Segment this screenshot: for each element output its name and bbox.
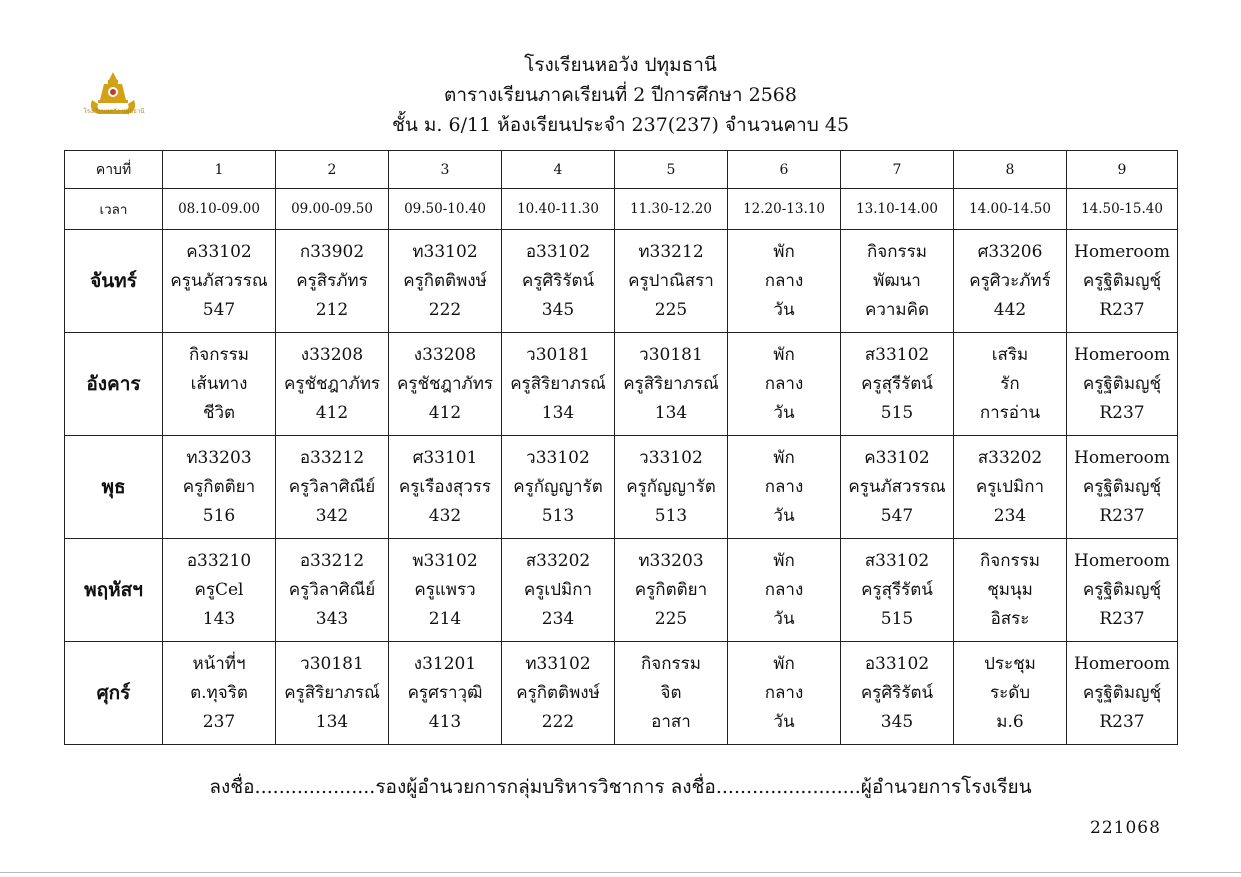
schedule-title: ตารางเรียนภาคเรียนที่ 2 ปีการศึกษา 2568 xyxy=(444,84,797,106)
subject-code: พัก xyxy=(773,344,795,365)
room-number: 222 xyxy=(428,299,462,320)
schedule-cell xyxy=(163,642,276,745)
room-number: 547 xyxy=(880,505,914,526)
teacher-name: จิต xyxy=(660,682,682,703)
subject-code: ประชุม xyxy=(984,653,1036,674)
teacher-name: ชุมนุม xyxy=(987,579,1033,600)
schedule-cell xyxy=(615,642,728,745)
room-number: 212 xyxy=(315,299,349,320)
day-row xyxy=(65,436,1178,539)
subject-code: ศ33206 xyxy=(977,241,1043,262)
subject-code: ศ33101 xyxy=(412,447,478,468)
schedule-cell xyxy=(276,436,389,539)
subject-code: ส33202 xyxy=(977,447,1043,468)
schedule-cell xyxy=(389,436,502,539)
subject-code: ก33902 xyxy=(299,241,365,262)
period-number: 2 xyxy=(276,151,389,189)
teacher-name: ครูกัญญารัต xyxy=(626,476,716,497)
subject-code: Homeroom xyxy=(1074,241,1170,262)
schedule-cell xyxy=(615,230,728,333)
room-number: 412 xyxy=(428,402,462,423)
room-number: อาสา xyxy=(651,711,691,732)
schedule-cell xyxy=(502,333,615,436)
period-time: 14.00-14.50 xyxy=(954,189,1067,230)
schedule-cell xyxy=(389,642,502,745)
schedule-cell xyxy=(954,436,1067,539)
subject-code: กิจกรรม xyxy=(188,344,249,365)
subject-code: ท33102 xyxy=(525,653,591,674)
period-time: 09.50-10.40 xyxy=(389,189,502,230)
teacher-name: ครูสิริยาภรณ์ xyxy=(510,373,606,394)
schedule-cell xyxy=(163,539,276,642)
subject-code: Homeroom xyxy=(1074,447,1170,468)
teacher-name: ครูนภัสวรรณ xyxy=(848,476,946,497)
schedule-cell xyxy=(615,436,728,539)
subject-code: ส33102 xyxy=(864,550,930,571)
room-number: 345 xyxy=(541,299,575,320)
teacher-name: ครูสิรภัทร xyxy=(296,270,368,291)
room-number: การอ่าน xyxy=(979,402,1041,423)
subject-code: ง33208 xyxy=(413,344,477,365)
subject-code: ท33203 xyxy=(638,550,704,571)
period-number: 3 xyxy=(389,151,502,189)
room-number: R237 xyxy=(1099,608,1145,629)
schedule-cell xyxy=(276,333,389,436)
subject-code: พ33102 xyxy=(412,550,478,571)
schedule-cell xyxy=(1067,230,1178,333)
teacher-name: เส้นทาง xyxy=(190,373,248,394)
schedule-cell xyxy=(728,230,841,333)
subject-code: ง31201 xyxy=(413,653,477,674)
subject-code: อ33212 xyxy=(299,550,365,571)
teacher-name: กลาง xyxy=(764,682,804,703)
period-time: 12.20-13.10 xyxy=(728,189,841,230)
teacher-name: ครูวิลาศิณีย์ xyxy=(288,579,376,600)
schedule-cell xyxy=(841,436,954,539)
logo-caption: โรงเรียนหอวัง ปทุมธานี xyxy=(83,108,145,115)
subject-code: พัก xyxy=(773,241,795,262)
room-number: 513 xyxy=(654,505,688,526)
room-number: วัน xyxy=(773,505,795,526)
day-name: จันทร์ xyxy=(65,230,163,333)
subject-code: หน้าที่ฯ xyxy=(192,653,246,674)
period-time: 10.40-11.30 xyxy=(502,189,615,230)
subject-code: ท33102 xyxy=(412,241,478,262)
room-number: 214 xyxy=(428,608,462,629)
subject-code: กิจกรรม xyxy=(866,241,927,262)
period-time: 14.50-15.40 xyxy=(1067,189,1178,230)
schedule-cell xyxy=(954,230,1067,333)
schedule-cell xyxy=(276,230,389,333)
schedule-cell xyxy=(163,230,276,333)
teacher-name: พัฒนา xyxy=(873,270,921,291)
room-number: 342 xyxy=(315,505,349,526)
teacher-name: ครูวิลาศิณีย์ xyxy=(288,476,376,497)
bottom-divider xyxy=(0,872,1241,873)
room-number: 143 xyxy=(202,608,236,629)
schedule-cell xyxy=(841,230,954,333)
room-number: 413 xyxy=(428,711,462,732)
schedule-cell xyxy=(389,539,502,642)
period-number: 6 xyxy=(728,151,841,189)
teacher-name: ครูสุรีรัตน์ xyxy=(861,373,933,394)
class-info: ชั้น ม. 6/11 ห้องเรียนประจำ 237(237) จำนวนคาบ 45 xyxy=(391,114,850,136)
subject-code: พัก xyxy=(773,550,795,571)
period-number: 8 xyxy=(954,151,1067,189)
schedule-cell xyxy=(1067,539,1178,642)
teacher-name: ครูฐิติมญชุ์ xyxy=(1082,579,1162,600)
document-code: 221068 xyxy=(1090,818,1161,838)
period-header-row xyxy=(65,151,1178,189)
teacher-name: ครูสิริยาภรณ์ xyxy=(623,373,719,394)
teacher-name: ครูกิตติพงษ์ xyxy=(516,682,600,703)
subject-code: Homeroom xyxy=(1074,344,1170,365)
teacher-name: ครูศราวุฒิ xyxy=(407,682,483,703)
room-number: 515 xyxy=(880,608,914,629)
subject-code: ว33102 xyxy=(526,447,590,468)
schedule-cell xyxy=(502,539,615,642)
schedule-cell xyxy=(954,539,1067,642)
teacher-name: ครูปาณิสรา xyxy=(628,270,714,291)
schedule-cell xyxy=(728,642,841,745)
room-number: วัน xyxy=(773,608,795,629)
time-row xyxy=(65,189,1178,230)
teacher-name: กลาง xyxy=(764,373,804,394)
room-number: 432 xyxy=(428,505,462,526)
teacher-name: ครูนภัสวรรณ xyxy=(170,270,268,291)
schedule-cell xyxy=(276,642,389,745)
room-number: 547 xyxy=(202,299,236,320)
room-number: ชีวิต xyxy=(202,402,236,423)
room-number: R237 xyxy=(1099,402,1145,423)
teacher-name: ต.ทุจริต xyxy=(190,682,248,703)
room-number: 442 xyxy=(993,299,1027,320)
schedule-cell xyxy=(728,333,841,436)
period-label: คาบที่ xyxy=(65,151,163,189)
subject-code: ท33212 xyxy=(638,241,704,262)
room-number: 225 xyxy=(654,608,688,629)
document-header xyxy=(0,50,1241,140)
room-number: 345 xyxy=(880,711,914,732)
schedule-cell xyxy=(954,642,1067,745)
teacher-name: ครูฐิติมญชุ์ xyxy=(1082,682,1162,703)
subject-code: อ33212 xyxy=(299,447,365,468)
schedule-cell xyxy=(502,436,615,539)
room-number: วัน xyxy=(773,402,795,423)
teacher-name: ครูชัชฎาภัทร xyxy=(283,373,381,394)
teacher-name: ครูศิวะภัทร์ xyxy=(969,270,1051,291)
room-number: R237 xyxy=(1099,505,1145,526)
room-number: วัน xyxy=(773,299,795,320)
room-number: R237 xyxy=(1099,711,1145,732)
teacher-name: ระดับ xyxy=(989,682,1031,703)
teacher-name: ครูสิริยาภรณ์ xyxy=(284,682,380,703)
schedule-cell xyxy=(1067,642,1178,745)
schedule-cell xyxy=(502,230,615,333)
schedule-cell xyxy=(841,333,954,436)
room-number: ความคิด xyxy=(864,299,930,320)
period-number: 9 xyxy=(1067,151,1178,189)
schedule-cell xyxy=(954,333,1067,436)
room-number: 134 xyxy=(654,402,688,423)
period-time: 08.10-09.00 xyxy=(163,189,276,230)
room-number: 134 xyxy=(541,402,575,423)
teacher-name: ครูฐิติมญชุ์ xyxy=(1082,476,1162,497)
schedule-cell xyxy=(728,436,841,539)
day-row xyxy=(65,230,1178,333)
room-number: 513 xyxy=(541,505,575,526)
subject-code: อ33210 xyxy=(186,550,252,571)
room-number: R237 xyxy=(1099,299,1145,320)
period-number: 7 xyxy=(841,151,954,189)
day-row xyxy=(65,642,1178,745)
period-number: 5 xyxy=(615,151,728,189)
day-name: พุธ xyxy=(65,436,163,539)
schedule-cell xyxy=(389,333,502,436)
schedule-cell xyxy=(163,436,276,539)
room-number: 234 xyxy=(993,505,1027,526)
room-number: 343 xyxy=(315,608,349,629)
teacher-name: ครูกิตติยา xyxy=(634,579,708,600)
period-number: 1 xyxy=(163,151,276,189)
room-number: วัน xyxy=(773,711,795,732)
schedule-cell xyxy=(615,333,728,436)
period-time: 09.00-09.50 xyxy=(276,189,389,230)
day-row xyxy=(65,333,1178,436)
schedule-cell xyxy=(502,642,615,745)
room-number: 516 xyxy=(202,505,236,526)
schedule-cell xyxy=(163,333,276,436)
schedule-cell xyxy=(728,539,841,642)
schedule-cell xyxy=(276,539,389,642)
schedule-cell xyxy=(1067,436,1178,539)
time-label: เวลา xyxy=(65,189,163,230)
subject-code: Homeroom xyxy=(1074,550,1170,571)
teacher-name: ครูCel xyxy=(194,579,244,600)
schedule-cell xyxy=(389,230,502,333)
subject-code: อ33102 xyxy=(525,241,591,262)
period-time: 13.10-14.00 xyxy=(841,189,954,230)
subject-code: พัก xyxy=(773,653,795,674)
subject-code: ส33202 xyxy=(525,550,591,571)
period-time: 11.30-12.20 xyxy=(615,189,728,230)
teacher-name: ครูกัญญารัต xyxy=(513,476,603,497)
teacher-name: ครูเรืองสุวรร xyxy=(398,476,492,497)
teacher-name: ครูชัชฎาภัทร xyxy=(396,373,494,394)
teacher-name: ครูฐิติมญชุ์ xyxy=(1082,373,1162,394)
signature-line: ลงชื่อ....................รองผู้อำนวยการกลุ่มบริหารวิชาการ ลงชื่อ........................ผู้อำนวยการโรงเรียน xyxy=(209,776,1032,798)
teacher-name: ครูเปมิกา xyxy=(975,476,1045,497)
teacher-name: ครูศิริรัตน์ xyxy=(521,270,595,291)
period-number: 4 xyxy=(502,151,615,189)
subject-code: ว30181 xyxy=(300,653,364,674)
teacher-name: ครูสุรีรัตน์ xyxy=(861,579,933,600)
teacher-name: ครูกิตติพงษ์ xyxy=(403,270,487,291)
room-number: 134 xyxy=(315,711,349,732)
subject-code: ค33102 xyxy=(864,447,930,468)
subject-code: เสริม xyxy=(991,344,1029,365)
subject-code: ว30181 xyxy=(526,344,590,365)
teacher-name: ครูศิริรัตน์ xyxy=(860,682,934,703)
teacher-name: รัก xyxy=(1000,373,1020,394)
room-number: 515 xyxy=(880,402,914,423)
room-number: 412 xyxy=(315,402,349,423)
subject-code: ว33102 xyxy=(639,447,703,468)
subject-code: ว30181 xyxy=(639,344,703,365)
day-name: อังคาร xyxy=(65,333,163,436)
schedule-cell xyxy=(841,642,954,745)
room-number: 234 xyxy=(541,608,575,629)
schedule-cell xyxy=(1067,333,1178,436)
subject-code: พัก xyxy=(773,447,795,468)
room-number: 222 xyxy=(541,711,575,732)
subject-code: ง33208 xyxy=(300,344,364,365)
room-number: 225 xyxy=(654,299,688,320)
day-row xyxy=(65,539,1178,642)
subject-code: ท33203 xyxy=(186,447,252,468)
subject-code: กิจกรรม xyxy=(979,550,1040,571)
day-name: พฤหัสฯ xyxy=(65,539,163,642)
teacher-name: ครูกิตติยา xyxy=(182,476,256,497)
room-number: ม.6 xyxy=(996,711,1024,732)
subject-code: อ33102 xyxy=(864,653,930,674)
timetable xyxy=(64,150,1178,745)
subject-code: Homeroom xyxy=(1074,653,1170,674)
room-number: อิสระ xyxy=(990,608,1030,629)
day-name: ศุกร์ xyxy=(65,642,163,745)
schedule-cell xyxy=(841,539,954,642)
teacher-name: กลาง xyxy=(764,270,804,291)
school-name: โรงเรียนหอวัง ปทุมธานี xyxy=(524,54,717,76)
room-number: 237 xyxy=(202,711,236,732)
teacher-name: กลาง xyxy=(764,476,804,497)
subject-code: กิจกรรม xyxy=(640,653,701,674)
subject-code: ค33102 xyxy=(186,241,252,262)
subject-code: ส33102 xyxy=(864,344,930,365)
teacher-name: ครูฐิติมญชุ์ xyxy=(1082,270,1162,291)
teacher-name: กลาง xyxy=(764,579,804,600)
teacher-name: ครูเปมิกา xyxy=(523,579,593,600)
schedule-cell xyxy=(615,539,728,642)
teacher-name: ครูแพรว xyxy=(414,579,476,600)
